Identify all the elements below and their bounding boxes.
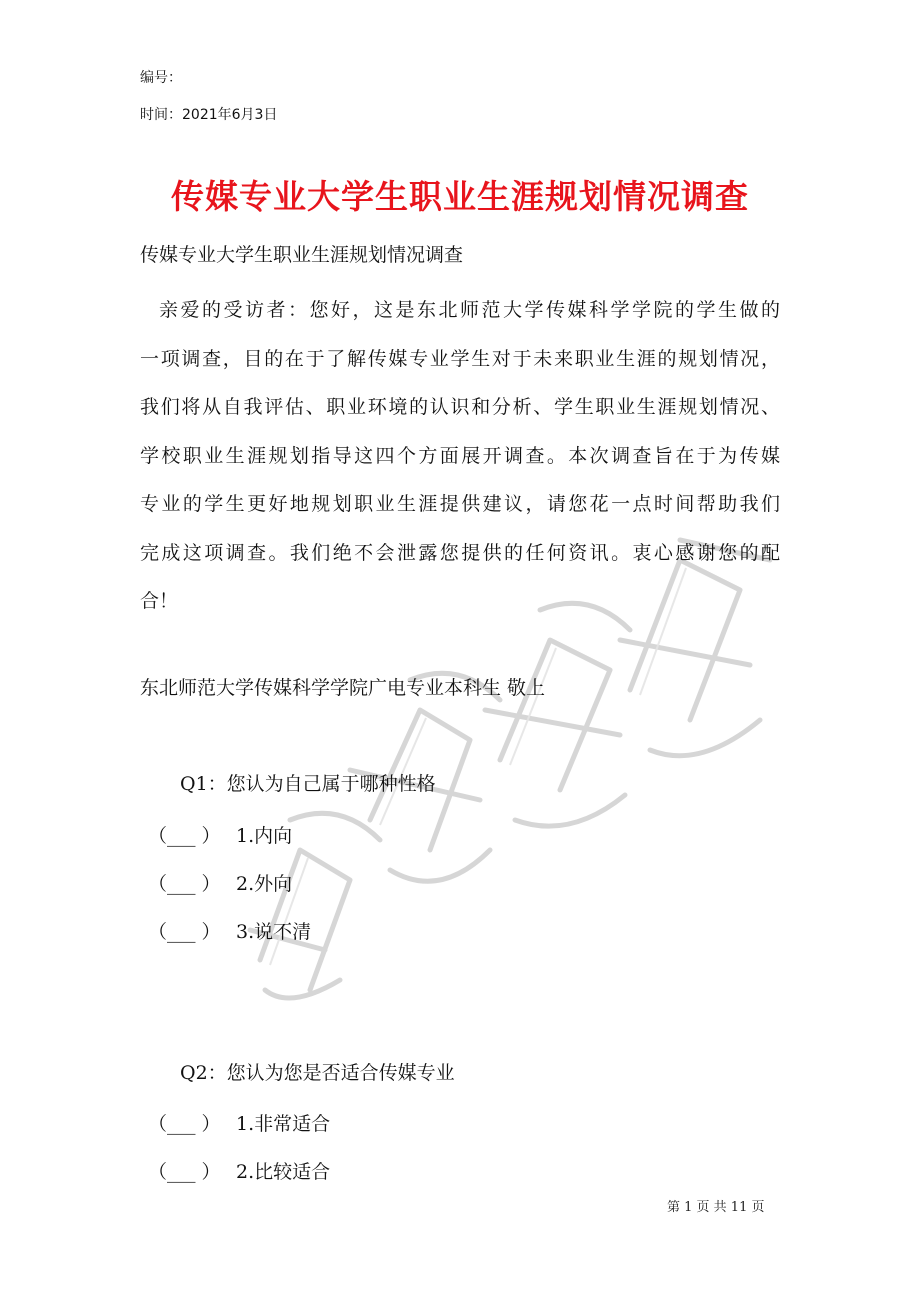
signature: 东北师范大学传媒科学学院广电专业本科生 敬上 bbox=[140, 677, 546, 699]
serial-number-label: 编号： bbox=[140, 70, 182, 86]
intro-line: 一项调查，目的在于了解传媒专业学生对于未来职业生涯的规划情况， bbox=[140, 347, 780, 370]
intro-line: 我们将从自我评估、职业环境的认识和分析、学生职业生涯规划情况、 bbox=[140, 396, 780, 418]
q2-option-1-blank[interactable]: （___ ） bbox=[148, 1113, 221, 1135]
intro-paragraph bbox=[140, 286, 780, 626]
q1-option-3-text: 3.说不清 bbox=[236, 921, 312, 943]
q2-option-1-text: 1.非常适合 bbox=[236, 1113, 331, 1135]
date-line: 时间：2021年6月3日 bbox=[140, 107, 278, 123]
intro-line: 合！ bbox=[140, 590, 179, 612]
question-1: Q1：您认为自己属于哪种性格 bbox=[180, 773, 436, 795]
q1-option-1-text: 1.内向 bbox=[236, 825, 293, 847]
page-indicator: 第 1 页 共 11 页 bbox=[667, 1200, 765, 1215]
intro-line: 完成这项调查。我们绝不会泄露您提供的任何资讯。衷心感谢您的配 bbox=[140, 541, 780, 564]
intro-line: 专业的学生更好地规划职业生涯提供建议，请您花一点时间帮助我们 bbox=[140, 493, 780, 515]
q2-option-2-text: 2.比较适合 bbox=[236, 1161, 331, 1183]
document-title: 传媒专业大学生职业生涯规划情况调查 bbox=[171, 177, 749, 216]
q1-option-3-blank[interactable]: （___ ） bbox=[148, 921, 221, 943]
intro-line: 学校职业生涯规划指导这四个方面展开调查。本次调查旨在于为传媒 bbox=[140, 444, 780, 467]
q1-option-2-blank[interactable]: （___ ） bbox=[148, 873, 221, 895]
q1-option-1-blank[interactable]: （___ ） bbox=[148, 825, 221, 847]
question-2: Q2：您认为您是否适合传媒专业 bbox=[180, 1062, 455, 1084]
document-subtitle: 传媒专业大学生职业生涯规划情况调查 bbox=[140, 244, 464, 266]
q1-option-2-text: 2.外向 bbox=[236, 873, 293, 895]
intro-line: 亲爱的受访者：您好，这是东北师范大学传媒科学学院的学生做的 bbox=[159, 299, 780, 321]
q2-option-2-blank[interactable]: （___ ） bbox=[148, 1161, 221, 1183]
